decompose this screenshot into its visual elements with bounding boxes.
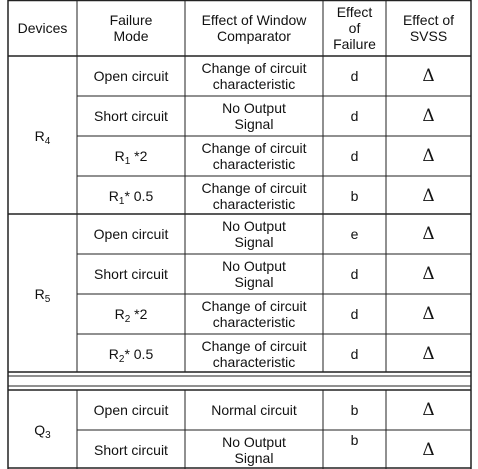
svss-delta-symbol	[386, 305, 471, 323]
effect-failure-cell	[323, 346, 386, 362]
window-comparator-cell-line: characteristic	[212, 354, 296, 370]
failure-mode-cell-main: R	[108, 346, 119, 362]
svss-delta-symbol	[386, 401, 471, 419]
failure-mode-cell-subscript: 1	[124, 156, 131, 167]
header-effect-failure-line: Effect	[336, 4, 373, 20]
window-comparator-cell	[185, 140, 323, 172]
effect-failure-cell	[323, 188, 386, 204]
svss-delta-symbol-line: Δ	[422, 66, 435, 86]
failure-mode-cell-line: Open circuit	[93, 68, 169, 84]
header-effect-failure-line: Failure	[333, 36, 376, 52]
effect-failure-cell	[323, 108, 386, 124]
effect-failure-cell	[323, 402, 386, 418]
header-devices-line: Devices	[17, 20, 68, 36]
failure-mode-cell-line: Short circuit	[94, 108, 168, 124]
device-label-main: Q	[34, 422, 46, 438]
header-effect-window-line: Effect of Window	[201, 12, 307, 28]
effect-failure-cell-line: b	[350, 402, 359, 418]
header-effect-failure	[323, 4, 386, 52]
effect-failure-cell-line: d	[350, 306, 359, 322]
effect-failure-cell	[323, 432, 386, 448]
failure-mode-cell	[77, 148, 185, 167]
device-label-subscript: 4	[44, 136, 51, 147]
failure-mode-cell-subscript: 1	[118, 196, 125, 207]
window-comparator-cell-line: No Output	[222, 100, 286, 116]
effect-failure-cell-line: d	[350, 148, 359, 164]
window-comparator-cell-line: Change of circuit	[201, 140, 307, 156]
window-comparator-cell-line: Normal circuit	[211, 402, 297, 418]
window-comparator-cell-line: Signal	[234, 450, 274, 466]
effect-failure-cell	[323, 266, 386, 282]
svss-delta-symbol-line: Δ	[422, 224, 435, 244]
window-comparator-cell-line: Change of circuit	[201, 60, 307, 76]
window-comparator-cell-line: Change of circuit	[201, 338, 307, 354]
failure-mode-cell-suffix: *2	[130, 148, 148, 164]
window-comparator-cell-line: No Output	[222, 258, 286, 274]
device-label	[8, 422, 77, 441]
device-label-main: R	[34, 128, 45, 144]
header-failure-mode	[77, 12, 185, 44]
effect-failure-cell	[323, 306, 386, 322]
failure-mode-cell-line: Open circuit	[93, 226, 169, 242]
header-effect-window	[185, 12, 323, 44]
failure-mode-cell-main: R	[108, 188, 119, 204]
effect-failure-cell	[323, 148, 386, 164]
window-comparator-cell	[185, 298, 323, 330]
failure-mode-cell	[77, 68, 185, 84]
failure-mode-cell-subscript: 2	[118, 354, 125, 365]
svss-delta-symbol	[386, 345, 471, 363]
window-comparator-cell-line: No Output	[222, 218, 286, 234]
failure-mode-cell	[77, 226, 185, 242]
failure-mode-cell	[77, 108, 185, 124]
failure-mode-cell-suffix: *2	[130, 306, 148, 322]
svss-delta-symbol-line: Δ	[422, 264, 435, 284]
window-comparator-cell-line: characteristic	[212, 314, 296, 330]
window-comparator-cell	[185, 402, 323, 418]
svss-delta-symbol-line: Δ	[422, 400, 435, 420]
window-comparator-cell-line: Change of circuit	[201, 180, 307, 196]
header-devices	[8, 20, 77, 36]
effect-failure-cell-line: d	[350, 108, 359, 124]
svss-delta-symbol-line: Δ	[422, 344, 435, 364]
failure-mode-cell-main: R	[114, 306, 125, 322]
failure-mode-cell	[77, 266, 185, 282]
svss-delta-symbol	[386, 441, 471, 459]
svss-delta-symbol	[386, 107, 471, 125]
window-comparator-cell-line: characteristic	[212, 196, 296, 212]
device-label	[8, 128, 77, 147]
device-label-subscript: 5	[44, 294, 51, 305]
failure-mode-cell-main: R	[114, 148, 125, 164]
window-comparator-cell	[185, 434, 323, 466]
failure-mode-cell-line: Short circuit	[94, 266, 168, 282]
effect-failure-cell-line: d	[350, 68, 359, 84]
svss-delta-symbol-line: Δ	[422, 146, 435, 166]
device-label	[8, 286, 77, 305]
window-comparator-cell-line: Change of circuit	[201, 298, 307, 314]
window-comparator-cell-line: Signal	[234, 116, 274, 132]
svss-delta-symbol	[386, 147, 471, 165]
failure-mode-cell	[77, 306, 185, 325]
window-comparator-cell-line: Signal	[234, 234, 274, 250]
effect-failure-cell	[323, 68, 386, 84]
header-effect-failure-line: of	[348, 20, 361, 36]
effect-failure-cell-line: b	[350, 188, 359, 204]
window-comparator-cell	[185, 180, 323, 212]
failure-mode-cell-suffix: * 0.5	[124, 188, 154, 204]
svss-delta-symbol-line: Δ	[422, 440, 435, 460]
window-comparator-cell	[185, 218, 323, 250]
effect-failure-cell-line: d	[350, 346, 359, 362]
header-failure-mode-line: Mode	[113, 28, 149, 44]
failure-mode-cell	[77, 346, 185, 365]
header-effect-svss	[386, 12, 471, 44]
window-comparator-cell	[185, 258, 323, 290]
window-comparator-cell-line: characteristic	[212, 76, 296, 92]
svss-delta-symbol	[386, 187, 471, 205]
header-effect-window-line: Comparator	[217, 28, 291, 44]
header-effect-svss-line: Effect of	[402, 12, 455, 28]
header-effect-svss-line: SVSS	[409, 28, 448, 44]
svss-delta-symbol	[386, 265, 471, 283]
failure-mode-cell	[77, 188, 185, 207]
failure-mode-cell	[77, 402, 185, 418]
failure-mode-cell-line: Open circuit	[93, 402, 169, 418]
device-label-main: R	[34, 286, 45, 302]
header-failure-mode-line: Failure	[109, 12, 153, 28]
failure-mode-cell-suffix: * 0.5	[124, 346, 154, 362]
svss-delta-symbol-line: Δ	[422, 304, 435, 324]
window-comparator-cell	[185, 60, 323, 92]
svss-delta-symbol-line: Δ	[422, 106, 435, 126]
window-comparator-cell-line: No Output	[222, 434, 286, 450]
effect-failure-cell-line: e	[350, 226, 359, 242]
effect-failure-cell-line: d	[350, 266, 359, 282]
failure-mode-cell-subscript: 2	[124, 314, 131, 325]
window-comparator-cell-line: Signal	[234, 274, 274, 290]
effect-failure-cell-line: b	[350, 432, 359, 448]
failure-mode-cell	[77, 442, 185, 458]
device-label-subscript: 3	[45, 430, 51, 441]
effect-failure-cell	[323, 226, 386, 242]
svss-delta-symbol	[386, 67, 471, 85]
svss-delta-symbol-line: Δ	[422, 186, 435, 206]
svss-delta-symbol	[386, 225, 471, 243]
failure-mode-cell-line: Short circuit	[94, 442, 168, 458]
window-comparator-cell	[185, 338, 323, 370]
window-comparator-cell-line: characteristic	[212, 156, 296, 172]
window-comparator-cell	[185, 100, 323, 132]
